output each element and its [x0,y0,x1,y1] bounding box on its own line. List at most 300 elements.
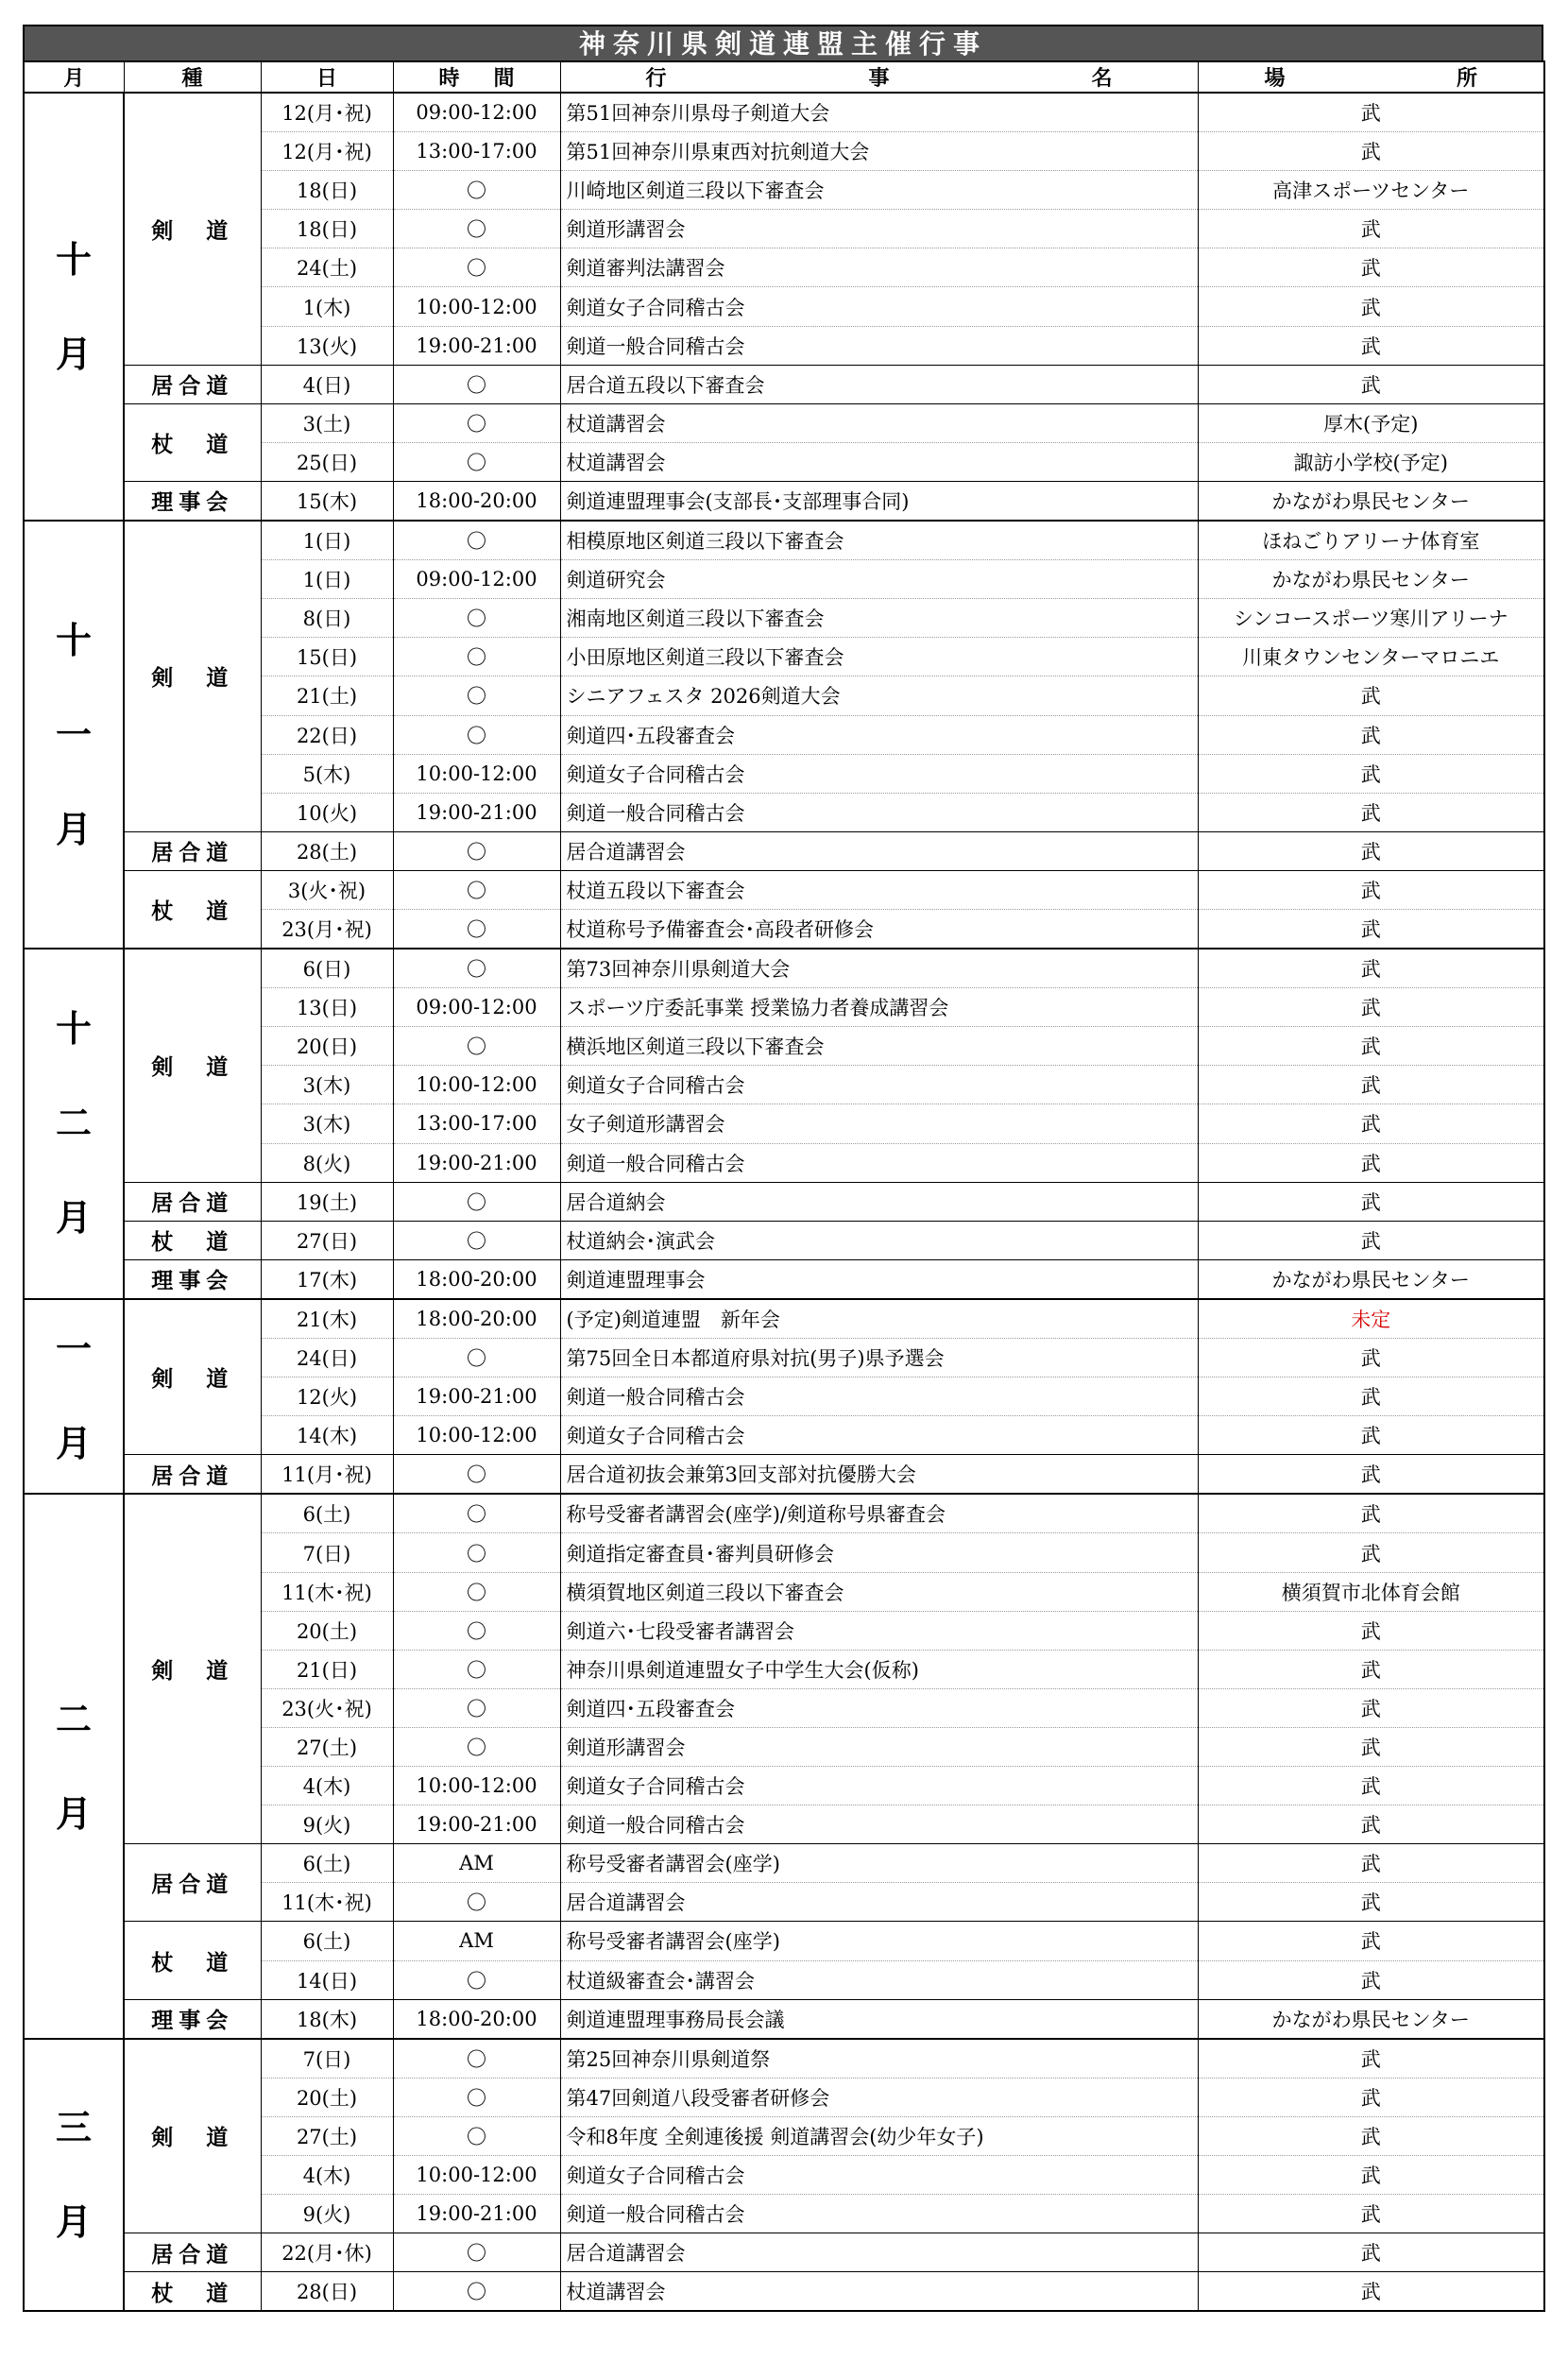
event-cell: 居合道初抜会兼第3回支部対抗優勝大会 [560,1455,1198,1495]
date-cell: 27(土) [261,1727,393,1766]
header-event-part: 行 [645,67,667,91]
date-cell: 13(火) [261,326,393,365]
event-cell: 剣道研究会 [560,560,1198,599]
event-cell: 杖道講習会 [560,403,1198,442]
event-cell: 剣道六･七段受審者講習会 [560,1611,1198,1650]
date-cell: 11(木･祝) [261,1572,393,1611]
place-cell: 武 [1198,1377,1544,1416]
month-label [24,1494,124,2038]
event-cell: 称号受審者講習会(座学) [560,1922,1198,1960]
event-cell: 剣道一般合同稽古会 [560,1143,1198,1182]
date-cell: 3(土) [261,403,393,442]
place-cell: 武 [1198,949,1544,988]
date-cell: 9(火) [261,1805,393,1844]
event-cell: 剣道審判法講習会 [560,248,1198,287]
event-cell: シニアフェスタ 2026剣道大会 [560,676,1198,715]
place-cell: 武 [1198,831,1544,870]
time-cell: 13:00-17:00 [393,132,560,171]
place-cell: 武 [1198,1221,1544,1259]
table-row [24,870,1544,909]
time-cell: 〇 [393,2039,560,2079]
date-cell: 22(日) [261,715,393,754]
date-cell: 18(木) [261,1999,393,2039]
place-cell: かながわ県民センター [1198,1999,1544,2039]
event-cell: 剣道連盟理事会(支部長･支部理事合同) [560,481,1198,521]
date-cell: 6(土) [261,1922,393,1960]
month-label-char: 二 [55,1698,92,1740]
time-cell: 〇 [393,870,560,909]
time-cell: 13:00-17:00 [393,1104,560,1143]
event-cell: 第51回神奈川県母子剣道大会 [560,93,1198,132]
event-cell: 剣道四･五段審査会 [560,715,1198,754]
table-row [24,2233,1544,2272]
kind-label: 剣 道 [124,521,261,831]
place-cell: 武 [1198,1455,1544,1495]
month-label [24,93,124,521]
date-cell: 14(木) [261,1416,393,1455]
date-cell: 6(土) [261,1494,393,1533]
place-cell: 武 [1198,1611,1544,1650]
event-cell: 剣道女子合同稽古会 [560,1416,1198,1455]
event-cell: 川崎地区剣道三段以下審査会 [560,171,1198,210]
place-cell: 武 [1198,676,1544,715]
time-cell: 〇 [393,1494,560,1533]
month-label-char: 月 [55,333,92,375]
date-cell: 21(土) [261,676,393,715]
table-row [24,949,1544,988]
table-row [24,1922,1544,1960]
time-cell: 09:00-12:00 [393,93,560,132]
header-place-part: 場 [1264,67,1286,91]
place-cell: 武 [1198,93,1544,132]
place-cell: ほねごりアリーナ体育室 [1198,521,1544,560]
time-cell: 18:00-20:00 [393,1299,560,1339]
event-cell: 剣道四･五段審査会 [560,1688,1198,1727]
month-label [24,521,124,949]
time-cell: 〇 [393,210,560,248]
time-cell: 19:00-21:00 [393,1805,560,1844]
header-month: 月 [24,61,124,93]
header-row [24,61,1544,93]
table-row [24,2039,1544,2079]
place-cell: 武 [1198,1883,1544,1922]
time-cell: 18:00-20:00 [393,1259,560,1299]
kind-label: 剣 道 [124,1494,261,1843]
date-cell: 12(火) [261,1377,393,1416]
kind-label: 杖 道 [124,403,261,481]
place-cell: 武 [1198,2272,1544,2312]
event-cell: 居合道講習会 [560,1883,1198,1922]
time-cell: 〇 [393,521,560,560]
time-cell: 10:00-12:00 [393,1767,560,1805]
time-cell: 〇 [393,1533,560,1572]
date-cell: 1(日) [261,560,393,599]
date-cell: 10(火) [261,793,393,831]
time-cell: 19:00-21:00 [393,793,560,831]
place-cell: 武 [1198,2155,1544,2194]
event-cell: 居合道講習会 [560,831,1198,870]
date-cell: 27(土) [261,2116,393,2155]
event-cell: スポーツ庁委託事業 授業協力者養成講習会 [560,988,1198,1027]
table-row [24,1299,1544,1339]
place-cell: 高津スポーツセンター [1198,171,1544,210]
time-cell: 19:00-21:00 [393,2195,560,2233]
event-cell: 居合道講習会 [560,2233,1198,2272]
place-cell: 武 [1198,132,1544,171]
place-cell: 武 [1198,754,1544,793]
table-row [24,403,1544,442]
place-cell: 横須賀市北体育会館 [1198,1572,1544,1611]
time-cell: 〇 [393,1611,560,1650]
schedule-sheet [23,25,1543,2312]
header-time [393,61,560,93]
place-cell: 武 [1198,870,1544,909]
event-cell: 剣道女子合同稽古会 [560,287,1198,326]
date-cell: 28(土) [261,831,393,870]
time-cell: 〇 [393,1221,560,1259]
place-cell: 武 [1198,1182,1544,1221]
month-label [24,2039,124,2312]
date-cell: 15(日) [261,638,393,676]
place-cell: 武 [1198,1416,1544,1455]
event-cell: 小田原地区剣道三段以下審査会 [560,638,1198,676]
place-cell: 武 [1198,1805,1544,1844]
event-cell: 剣道一般合同稽古会 [560,2195,1198,2233]
place-cell: 武 [1198,1143,1544,1182]
kind-label: 居合道 [124,831,261,870]
time-cell: 〇 [393,909,560,949]
date-cell: 12(月･祝) [261,93,393,132]
header-date: 日 [261,61,393,93]
time-cell: 〇 [393,1688,560,1727]
date-cell: 6(日) [261,949,393,988]
time-cell: 09:00-12:00 [393,988,560,1027]
date-cell: 20(日) [261,1027,393,1066]
kind-label: 居合道 [124,1844,261,1922]
header-event-part: 事 [868,67,890,91]
table-row [24,365,1544,403]
event-cell: 剣道一般合同稽古会 [560,326,1198,365]
time-cell: 〇 [393,1960,560,1999]
table-row [24,1844,1544,1883]
event-cell: 第75回全日本都道府県対抗(男子)県予選会 [560,1339,1198,1377]
date-cell: 22(月･休) [261,2233,393,2272]
place-cell: 武 [1198,2195,1544,2233]
event-cell: 居合道五段以下審査会 [560,365,1198,403]
place-cell: 武 [1198,2039,1544,2079]
event-cell: 剣道一般合同稽古会 [560,793,1198,831]
date-cell: 3(火･祝) [261,870,393,909]
event-cell: 第51回神奈川県東西対抗剣道大会 [560,132,1198,171]
header-place [1198,61,1544,93]
event-cell: 居合道納会 [560,1182,1198,1221]
place-cell: 川東タウンセンターマロニエ [1198,638,1544,676]
date-cell: 4(木) [261,2155,393,2194]
month-label-char: 月 [55,1792,92,1835]
place-cell: 武 [1198,1533,1544,1572]
event-cell: 第73回神奈川県剣道大会 [560,949,1198,988]
date-cell: 8(日) [261,599,393,638]
event-cell: 第47回剣道八段受審者研修会 [560,2078,1198,2116]
date-cell: 27(日) [261,1221,393,1259]
time-cell: 10:00-12:00 [393,1066,560,1104]
place-cell: かながわ県民センター [1198,560,1544,599]
header-time-part: 時 [438,67,460,91]
event-cell: 相模原地区剣道三段以下審査会 [560,521,1198,560]
month-label-char: 十 [55,1008,92,1051]
month-label-char: 月 [55,808,92,850]
place-cell: シンコースポーツ寒川アリーナ [1198,599,1544,638]
event-cell: 女子剣道形講習会 [560,1104,1198,1143]
place-cell: 武 [1198,2116,1544,2155]
event-cell: 剣道女子合同稽古会 [560,754,1198,793]
schedule-table [23,60,1545,2312]
time-cell: 〇 [393,365,560,403]
table-row [24,2272,1544,2312]
date-cell: 4(木) [261,1767,393,1805]
event-cell: 杖道講習会 [560,2272,1198,2312]
month-label [24,949,124,1299]
date-cell: 6(土) [261,1844,393,1883]
kind-label: 杖 道 [124,870,261,949]
month-label-char: 月 [55,1423,92,1465]
place-cell: 武 [1198,793,1544,831]
kind-label: 理事会 [124,1259,261,1299]
event-cell: 横須賀地区剣道三段以下審査会 [560,1572,1198,1611]
kind-label: 理事会 [124,481,261,521]
date-cell: 24(土) [261,248,393,287]
place-cell: 諏訪小学校(予定) [1198,442,1544,481]
place-cell: 武 [1198,1727,1544,1766]
month-label-char: 月 [55,2201,92,2244]
time-cell: 〇 [393,715,560,754]
month-label-char: 十 [55,238,92,281]
place-cell: 武 [1198,326,1544,365]
table-row [24,1221,1544,1259]
event-cell: 杖道五段以下審査会 [560,870,1198,909]
place-cell: 武 [1198,287,1544,326]
date-cell: 18(日) [261,210,393,248]
date-cell: 15(木) [261,481,393,521]
table-row [24,481,1544,521]
date-cell: 13(日) [261,988,393,1027]
date-cell: 11(木･祝) [261,1883,393,1922]
place-cell: 武 [1198,1104,1544,1143]
event-cell: 剣道連盟理事会 [560,1259,1198,1299]
place-cell: 武 [1198,1339,1544,1377]
time-cell: 〇 [393,1182,560,1221]
time-cell: 〇 [393,1572,560,1611]
place-cell: 武 [1198,909,1544,949]
place-cell: 武 [1198,1066,1544,1104]
date-cell: 1(日) [261,521,393,560]
place-cell: 武 [1198,365,1544,403]
header-event [560,61,1198,93]
place-cell: 未定 [1198,1299,1544,1339]
place-cell: 厚木(予定) [1198,403,1544,442]
kind-label: 居合道 [124,1455,261,1495]
time-cell: 10:00-12:00 [393,754,560,793]
place-cell: 武 [1198,1650,1544,1688]
date-cell: 3(木) [261,1066,393,1104]
time-cell: 〇 [393,1455,560,1495]
table-row [24,1494,1544,1533]
time-cell: 〇 [393,248,560,287]
date-cell: 23(火･祝) [261,1688,393,1727]
time-cell: 〇 [393,1339,560,1377]
time-cell: 〇 [393,1727,560,1766]
place-cell: 武 [1198,248,1544,287]
time-cell: 10:00-12:00 [393,2155,560,2194]
date-cell: 14(日) [261,1960,393,1999]
event-cell: 剣道形講習会 [560,210,1198,248]
kind-label: 居合道 [124,2233,261,2272]
date-cell: 19(土) [261,1182,393,1221]
event-cell: (予定)剣道連盟 新年会 [560,1299,1198,1339]
event-cell: 称号受審者講習会(座学) [560,1844,1198,1883]
date-cell: 21(日) [261,1650,393,1688]
date-cell: 17(木) [261,1259,393,1299]
event-cell: 称号受審者講習会(座学)/剣道称号県審査会 [560,1494,1198,1533]
event-cell: 第25回神奈川県剣道祭 [560,2039,1198,2079]
place-cell: 武 [1198,1844,1544,1883]
place-cell: 武 [1198,1027,1544,1066]
date-cell: 9(火) [261,2195,393,2233]
table-row [24,831,1544,870]
header-event-part: 名 [1091,67,1113,91]
time-cell: 〇 [393,2116,560,2155]
date-cell: 11(月･祝) [261,1455,393,1495]
kind-label: 剣 道 [124,93,261,365]
date-cell: 7(日) [261,1533,393,1572]
time-cell: 10:00-12:00 [393,287,560,326]
event-cell: 剣道女子合同稽古会 [560,1066,1198,1104]
time-cell: 〇 [393,2272,560,2312]
place-cell: 武 [1198,1767,1544,1805]
kind-label: 剣 道 [124,2039,261,2233]
event-cell: 横浜地区剣道三段以下審査会 [560,1027,1198,1066]
kind-label: 居合道 [124,365,261,403]
time-cell: 19:00-21:00 [393,326,560,365]
time-cell: 〇 [393,2078,560,2116]
header-time-part: 間 [493,67,515,91]
date-cell: 18(日) [261,171,393,210]
place-cell: 武 [1198,2233,1544,2272]
table-row [24,1999,1544,2039]
kind-label: 杖 道 [124,1221,261,1259]
month-label-char: 月 [55,1197,92,1240]
time-cell: AM [393,1844,560,1883]
event-cell: 杖道級審査会･講習会 [560,1960,1198,1999]
time-cell: 19:00-21:00 [393,1143,560,1182]
table-row [24,521,1544,560]
time-cell: 〇 [393,1027,560,1066]
time-cell: 〇 [393,1650,560,1688]
time-cell: 〇 [393,638,560,676]
place-cell: 武 [1198,988,1544,1027]
place-cell: 武 [1198,1494,1544,1533]
time-cell: 〇 [393,171,560,210]
place-cell: 武 [1198,1960,1544,1999]
date-cell: 21(木) [261,1299,393,1339]
time-cell: 〇 [393,599,560,638]
month-label-char: 一 [55,713,92,756]
event-cell: 杖道称号予備審査会･高段者研修会 [560,909,1198,949]
place-cell: 武 [1198,210,1544,248]
month-label [24,1299,124,1494]
event-cell: 神奈川県剣道連盟女子中学生大会(仮称) [560,1650,1198,1688]
place-cell: かながわ県民センター [1198,481,1544,521]
date-cell: 1(木) [261,287,393,326]
date-cell: 8(火) [261,1143,393,1182]
month-label-char: 十 [55,619,92,661]
date-cell: 5(木) [261,754,393,793]
table-row [24,1455,1544,1495]
event-cell: 杖道納会･演武会 [560,1221,1198,1259]
place-cell: 武 [1198,2078,1544,2116]
event-cell: 令和8年度 全剣連後援 剣道講習会(幼少年女子) [560,2116,1198,2155]
date-cell: 25(日) [261,442,393,481]
date-cell: 7(日) [261,2039,393,2079]
time-cell: 19:00-21:00 [393,1377,560,1416]
event-cell: 剣道連盟理事務局長会議 [560,1999,1198,2039]
place-cell: 武 [1198,715,1544,754]
date-cell: 20(土) [261,2078,393,2116]
kind-label: 剣 道 [124,1299,261,1455]
event-cell: 剣道一般合同稽古会 [560,1377,1198,1416]
time-cell: 〇 [393,442,560,481]
time-cell: 〇 [393,1883,560,1922]
time-cell: 〇 [393,2233,560,2272]
header-kind: 種 [124,61,261,93]
place-cell: かながわ県民センター [1198,1259,1544,1299]
time-cell: 〇 [393,676,560,715]
time-cell: 〇 [393,831,560,870]
month-label-char: 三 [55,2107,92,2149]
event-cell: 剣道一般合同稽古会 [560,1805,1198,1844]
month-label-char: 一 [55,1328,92,1371]
event-cell: 剣道形講習会 [560,1727,1198,1766]
time-cell: AM [393,1922,560,1960]
time-cell: 10:00-12:00 [393,1416,560,1455]
date-cell: 4(日) [261,365,393,403]
event-cell: 剣道指定審査員･審判員研修会 [560,1533,1198,1572]
page-title: 神奈川県剣道連盟主催行事 [23,25,1543,60]
time-cell: 18:00-20:00 [393,481,560,521]
date-cell: 12(月･祝) [261,132,393,171]
time-cell: 18:00-20:00 [393,1999,560,2039]
month-label-char: 二 [55,1103,92,1145]
kind-label: 杖 道 [124,1922,261,1999]
table-row [24,93,1544,132]
table-row [24,1182,1544,1221]
kind-label: 剣 道 [124,949,261,1182]
kind-label: 杖 道 [124,2272,261,2312]
time-cell: 〇 [393,949,560,988]
kind-label: 理事会 [124,1999,261,2039]
kind-label: 居合道 [124,1182,261,1221]
event-cell: 杖道講習会 [560,442,1198,481]
event-cell: 剣道女子合同稽古会 [560,2155,1198,2194]
place-cell: 武 [1198,1922,1544,1960]
event-cell: 湘南地区剣道三段以下審査会 [560,599,1198,638]
date-cell: 20(土) [261,1611,393,1650]
schedule-body [24,93,1544,2311]
place-cell: 武 [1198,1688,1544,1727]
date-cell: 24(日) [261,1339,393,1377]
header-place-part: 所 [1456,67,1477,91]
time-cell: 〇 [393,403,560,442]
